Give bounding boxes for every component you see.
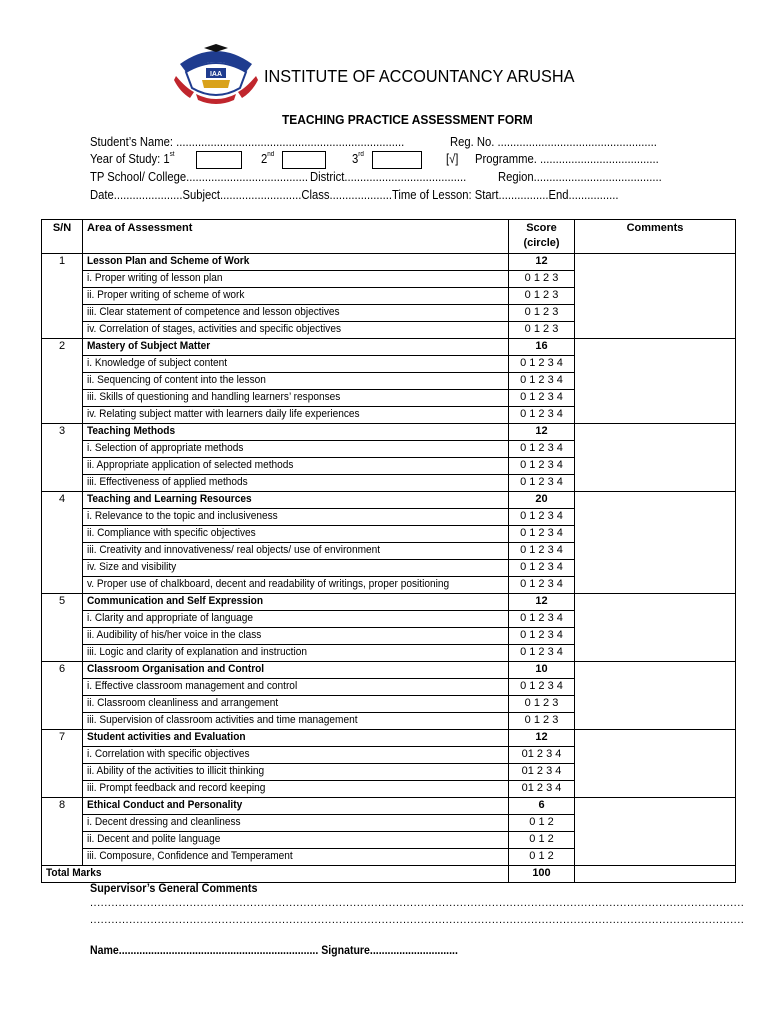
criterion-score-options[interactable]: 0 1 2 3 4 <box>509 577 575 594</box>
criterion-score-options[interactable]: 0 1 2 3 4 <box>509 611 575 628</box>
section-total: 16 <box>509 339 575 356</box>
criterion-text: iv. Size and visibility <box>83 560 509 577</box>
section-number: 5 <box>42 594 83 662</box>
criterion-score-options[interactable]: 0 1 2 <box>509 832 575 849</box>
comments-line-2[interactable]: ........................................................................................................................................................................................ <box>90 914 745 926</box>
score-header: Score (circle) <box>509 220 575 254</box>
criterion-score-options[interactable]: 0 1 2 3 4 <box>509 356 575 373</box>
criterion-text: iv. Correlation of stages, activities and specific objectives <box>83 322 509 339</box>
section-title: Classroom Organisation and Control <box>83 662 509 679</box>
section-total: 12 <box>509 424 575 441</box>
comments-cell[interactable] <box>575 594 736 662</box>
criterion-text: i. Knowledge of subject content <box>83 356 509 373</box>
section-number: 8 <box>42 798 83 866</box>
year-3-box[interactable] <box>372 151 422 169</box>
criterion-text: i. Relevance to the topic and inclusiveness <box>83 509 509 526</box>
district-field: District....................................... <box>310 170 467 184</box>
section-total: 20 <box>509 492 575 509</box>
comments-cell[interactable] <box>575 254 736 339</box>
criterion-score-options[interactable]: 0 1 2 3 <box>509 713 575 730</box>
svg-text:IAA: IAA <box>209 71 223 78</box>
form-title: TEACHING PRACTICE ASSESSMENT FORM <box>282 112 533 127</box>
comments-cell[interactable] <box>575 492 736 594</box>
criterion-text: ii. Sequencing of content into the lesson <box>83 373 509 390</box>
year-2-box[interactable] <box>282 151 326 169</box>
section-title: Ethical Conduct and Personality <box>83 798 509 815</box>
section-total: 6 <box>509 798 575 815</box>
criterion-score-options[interactable]: 0 1 2 3 <box>509 288 575 305</box>
criterion-score-options[interactable]: 0 1 2 3 <box>509 696 575 713</box>
criterion-text: ii. Decent and polite language <box>83 832 509 849</box>
total-comments-cell[interactable] <box>575 866 736 883</box>
supervisor-comments-title: Supervisor’s General Comments <box>90 881 258 895</box>
comments-line-1[interactable]: ........................................................................................................................................................................................ <box>90 897 745 909</box>
criterion-score-options[interactable]: 01 2 3 4 <box>509 764 575 781</box>
criterion-score-options[interactable]: 0 1 2 3 4 <box>509 560 575 577</box>
section-number: 2 <box>42 339 83 424</box>
criterion-score-options[interactable]: 0 1 2 3 4 <box>509 441 575 458</box>
assessment-body <box>42 254 736 883</box>
criterion-text: iii. Clear statement of competence and lesson objectives <box>83 305 509 322</box>
criterion-text: ii. Audibility of his/her voice in the class <box>83 628 509 645</box>
section-row <box>42 662 736 679</box>
section-row <box>42 424 736 441</box>
section-number: 1 <box>42 254 83 339</box>
sn-header: S/N <box>42 220 83 254</box>
comments-cell[interactable] <box>575 424 736 492</box>
institute-logo <box>174 42 258 104</box>
section-row <box>42 730 736 747</box>
criterion-score-options[interactable]: 0 1 2 3 4 <box>509 645 575 662</box>
section-number: 3 <box>42 424 83 492</box>
section-total: 12 <box>509 594 575 611</box>
criterion-score-options[interactable]: 0 1 2 <box>509 815 575 832</box>
total-row <box>42 866 736 883</box>
criterion-text: ii. Appropriate application of selected methods <box>83 458 509 475</box>
criterion-score-options[interactable]: 0 1 2 3 4 <box>509 628 575 645</box>
criterion-score-options[interactable]: 0 1 2 3 <box>509 271 575 288</box>
section-row <box>42 594 736 611</box>
programme-field: Programme. ...................................... <box>475 152 659 166</box>
criterion-text: iv. Relating subject matter with learners daily life experiences <box>83 407 509 424</box>
comments-cell[interactable] <box>575 730 736 798</box>
section-number: 7 <box>42 730 83 798</box>
total-label: Total Marks <box>42 866 509 883</box>
criterion-text: ii. Compliance with specific objectives <box>83 526 509 543</box>
criterion-score-options[interactable]: 0 1 2 3 <box>509 322 575 339</box>
section-total: 10 <box>509 662 575 679</box>
check-mark: [√] <box>446 152 459 166</box>
section-title: Teaching and Learning Resources <box>83 492 509 509</box>
criterion-text: iii. Prompt feedback and record keeping <box>83 781 509 798</box>
criterion-text: i. Effective classroom management and control <box>83 679 509 696</box>
area-header: Area of Assessment <box>83 220 509 254</box>
criterion-score-options[interactable]: 0 1 2 3 4 <box>509 373 575 390</box>
student-name-field: Student’s Name: ......................................................................... <box>90 135 405 149</box>
section-title: Mastery of Subject Matter <box>83 339 509 356</box>
criterion-text: ii. Classroom cleanliness and arrangement <box>83 696 509 713</box>
section-total: 12 <box>509 254 575 271</box>
section-title: Lesson Plan and Scheme of Work <box>83 254 509 271</box>
criterion-text: iii. Supervision of classroom activities and time management <box>83 713 509 730</box>
comments-cell[interactable] <box>575 662 736 730</box>
criterion-score-options[interactable]: 0 1 2 <box>509 849 575 866</box>
date-subject-class-time-line: Date......................Subject..........................Class....................Time of Lesson: Start................End................ <box>90 188 619 202</box>
table-header-row <box>42 220 736 254</box>
comments-cell[interactable] <box>575 798 736 866</box>
section-title: Teaching Methods <box>83 424 509 441</box>
criterion-text: iii. Skills of questioning and handling learners’ responses <box>83 390 509 407</box>
criterion-text: iii. Composure, Confidence and Temperament <box>83 849 509 866</box>
section-title: Student activities and Evaluation <box>83 730 509 747</box>
year-1-box[interactable] <box>196 151 242 169</box>
criterion-text: iii. Effectiveness of applied methods <box>83 475 509 492</box>
criterion-score-options[interactable]: 0 1 2 3 4 <box>509 390 575 407</box>
criterion-score-options[interactable]: 01 2 3 4 <box>509 781 575 798</box>
total-value: 100 <box>509 866 575 883</box>
criterion-text: i. Proper writing of lesson plan <box>83 271 509 288</box>
criterion-text: i. Selection of appropriate methods <box>83 441 509 458</box>
assessment-table <box>41 219 736 883</box>
criterion-text: iii. Logic and clarity of explanation and instruction <box>83 645 509 662</box>
criterion-text: v. Proper use of chalkboard, decent and readability of writings, proper positioning <box>83 577 509 594</box>
section-row <box>42 339 736 356</box>
criterion-score-options[interactable]: 0 1 2 3 4 <box>509 475 575 492</box>
reg-no-field: Reg. No. ................................................... <box>450 135 657 149</box>
criterion-score-options[interactable]: 0 1 2 3 4 <box>509 679 575 696</box>
criterion-score-options[interactable]: 0 1 2 3 4 <box>509 543 575 560</box>
criterion-score-options[interactable]: 0 1 2 3 4 <box>509 509 575 526</box>
year-2-label: 2nd <box>261 151 275 166</box>
institute-title: INSTITUTE OF ACCOUNTANCY ARUSHA <box>264 66 575 86</box>
section-row <box>42 798 736 815</box>
criterion-score-options[interactable]: 0 1 2 3 <box>509 305 575 322</box>
criterion-score-options[interactable]: 0 1 2 3 4 <box>509 407 575 424</box>
criterion-score-options[interactable]: 01 2 3 4 <box>509 747 575 764</box>
section-number: 6 <box>42 662 83 730</box>
criterion-text: iii. Creativity and innovativeness/ real objects/ use of environment <box>83 543 509 560</box>
criterion-text: i. Decent dressing and cleanliness <box>83 815 509 832</box>
section-row <box>42 254 736 271</box>
tp-school-field: TP School/ College....................................... <box>90 170 308 184</box>
criterion-text: i. Clarity and appropriate of language <box>83 611 509 628</box>
criterion-score-options[interactable]: 0 1 2 3 4 <box>509 458 575 475</box>
criterion-text: ii. Ability of the activities to illicit thinking <box>83 764 509 781</box>
section-row <box>42 492 736 509</box>
section-number: 4 <box>42 492 83 594</box>
section-total: 12 <box>509 730 575 747</box>
region-field: Region......................................... <box>498 170 662 184</box>
comments-cell[interactable] <box>575 339 736 424</box>
year-of-study-label: Year of Study: 1st <box>90 151 175 166</box>
criterion-text: ii. Proper writing of scheme of work <box>83 288 509 305</box>
name-signature-line: Name.................................................................... Signature.............................. <box>90 943 458 957</box>
section-title: Communication and Self Expression <box>83 594 509 611</box>
criterion-score-options[interactable]: 0 1 2 3 4 <box>509 526 575 543</box>
comments-header: Comments <box>575 220 736 254</box>
year-3-label: 3rd <box>352 151 364 166</box>
criterion-text: i. Correlation with specific objectives <box>83 747 509 764</box>
